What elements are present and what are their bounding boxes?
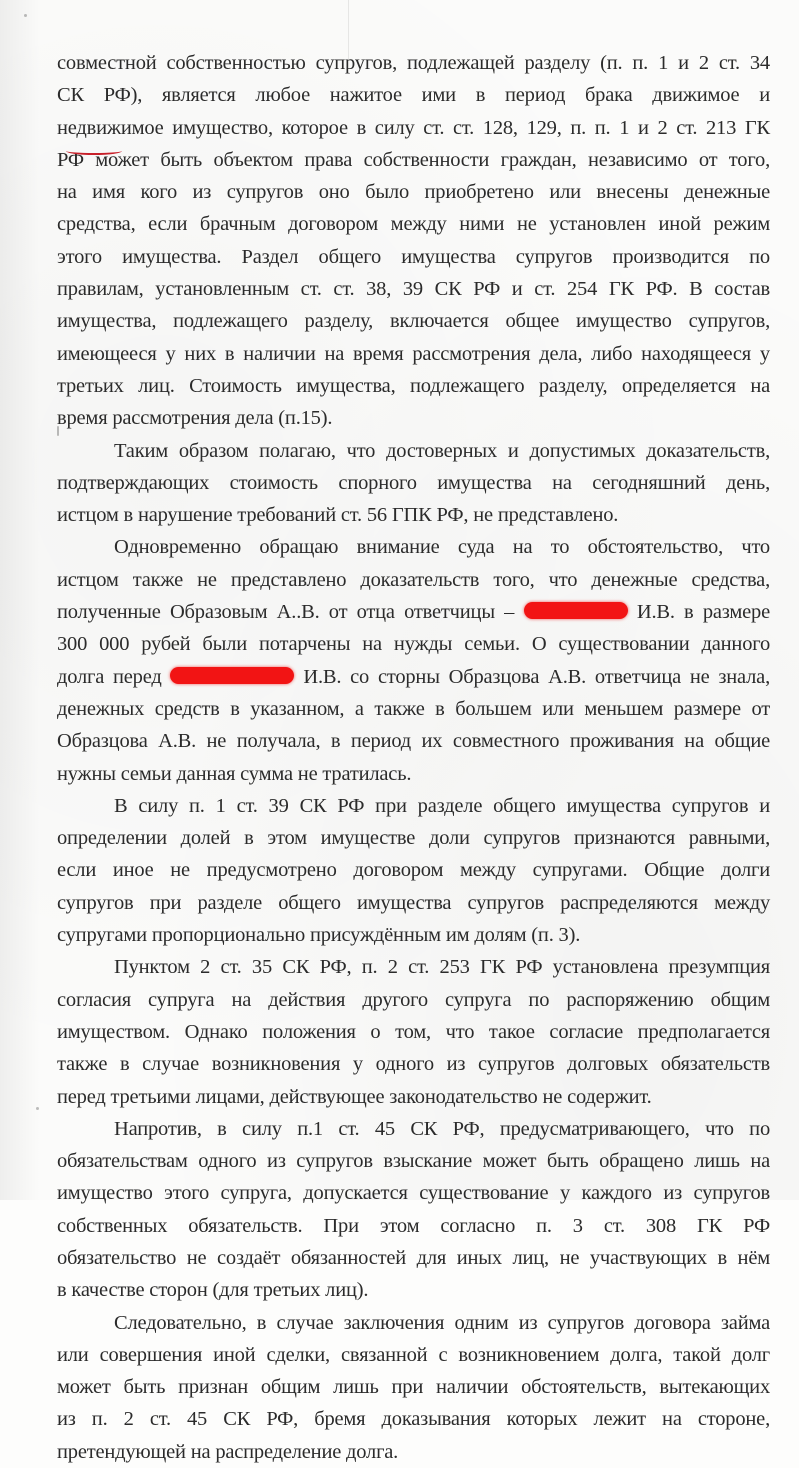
text-line: супругами пропорционально присуждённым им долям (п. 3). [57, 924, 581, 947]
text-line: имущество этого супруга, допускается существование у каждого из супругов [57, 1182, 770, 1205]
text-line: обязательствам одного из супругов взыскание может быть обращено лишь на [57, 1150, 770, 1173]
text-line: обязательство не создаёт обязанностей для иных лиц, не участвующих в нём [57, 1246, 770, 1269]
text-line: если иное не предусмотрено договором между супругами. Общие долги [57, 859, 770, 882]
text-segment: И.В. со сторны Образцова А.В. ответчица не знала, [303, 665, 770, 688]
paragraph-first-line: Следовательно, в случае заключения одним из супругов договора займа [114, 1311, 770, 1334]
scan-edge-shadow [0, 0, 40, 1200]
text-segment: И.В. в размере [636, 601, 770, 624]
paragraph-first-line: В силу п. 1 ст. 39 СК РФ при разделе общего имущества супругов и [114, 794, 770, 817]
text-line: СК РФ), является любое нажитое ими в период брака движимое и [57, 84, 770, 107]
paragraph-first-line: Пунктом 2 ст. 35 СК РФ, п. 2 ст. 253 ГК РФ установлена презумпция [114, 956, 770, 979]
text-line: 300 000 рубей были потарчены на нужды семьи. О существовании данного [57, 633, 770, 656]
text-line: также в случае возникновения у одного из супругов долговых обязательств [57, 1053, 770, 1076]
text-line: в качестве сторон (для третьих лиц). [57, 1279, 369, 1302]
text-line: третьих лиц. Стоимость имущества, подлежащего разделу, определяется на [57, 374, 770, 397]
text-line: имеющееся у них в наличии на время рассмотрения дела, либо находящееся у [57, 342, 770, 365]
text-line: имуществом. Однако положения о том, что такое согласие предполагается [57, 1020, 770, 1043]
text-line: этого имущества. Раздел общего имущества супругов производится по [57, 245, 770, 268]
paragraph-first-line: Напротив, в силу п.1 ст. 45 СК РФ, предусматривающего, что по [114, 1117, 770, 1140]
text-line: Образцова А.В. не получала, в период их совместного проживания на общие [57, 730, 770, 753]
text-line: нужны семьи данная сумма не тратилась. [57, 762, 412, 785]
redaction-mark [170, 667, 294, 684]
text-line: может быть признан общим лишь при наличии обстоятельств, вытекающих [57, 1376, 770, 1399]
paragraph-first-line: Одновременно обращаю внимание суда на то обстоятельство, что [114, 536, 770, 559]
text-line: претендующей на распределение долга. [57, 1440, 399, 1463]
text-line: время рассмотрения дела (п.15). [57, 407, 333, 430]
scan-speck [57, 426, 59, 436]
text-line: определении долей в этом имуществе доли супругов признаются равными, [57, 827, 770, 850]
text-line: или совершения иной сделки, связанной с возникновением долга, такой долг [57, 1343, 770, 1366]
text-line: недвижимое имущество, которое в силу ст. ст. 128, 129, п. п. 1 и 2 ст. 213 ГК [57, 116, 770, 139]
text-line: собственных обязательств. При этом согласно п. 3 ст. 308 ГК РФ [57, 1214, 770, 1237]
scan-speck [24, 14, 27, 17]
red-underline-annotation [66, 147, 122, 155]
text-line: истцом также не представлено доказательств того, что денежные средства, [57, 568, 770, 591]
document-body [57, 47, 770, 1468]
text-line: подтверждающих стоимость спорного имущества на сегодняшний день, [57, 471, 770, 494]
text-line: денежных средств в указанном, а также в большем или меньшем размере от [57, 697, 770, 720]
text-segment: полученные Образовым А..В. от отца ответчицы – [57, 601, 515, 624]
text-line: средства, если брачным договором между ними не установлен иной режим [57, 213, 770, 236]
text-line: на имя кого из супругов оно было приобретено или внесены денежные [57, 181, 770, 204]
text-line: правилам, установленным ст. ст. 38, 39 СК РФ и ст. 254 ГК РФ. В состав [57, 278, 770, 301]
text-line: совместной собственностью супругов, подлежащей разделу (п. п. 1 и 2 ст. 34 [57, 52, 770, 74]
text-line: имущества, подлежащего разделу, включается общее имущество супругов, [57, 310, 770, 333]
text-line [57, 596, 770, 628]
redaction-mark [524, 602, 628, 619]
text-line: из п. 2 ст. 45 СК РФ, бремя доказывания которых лежит на стороне, [57, 1408, 770, 1431]
text-segment: долга перед [57, 665, 162, 688]
text-line: перед третьими лицами, действующее законодательство не содержит. [57, 1085, 652, 1108]
text-line [57, 661, 770, 693]
scan-speck [36, 1107, 39, 1110]
text-line: истцом в нарушение требований ст. 56 ГПК РФ, не представлено. [57, 504, 619, 527]
paragraph-first-line: Таким образом полагаю, что достоверных и допустимых доказательств, [114, 439, 770, 462]
text-line: РФ может быть объектом права собственности граждан, независимо от того, [57, 148, 770, 171]
text-line: согласия супруга на действия другого супруга по распоряжению общим [57, 988, 770, 1011]
text-line: супругов при разделе общего имущества супругов распределяются между [57, 891, 770, 914]
